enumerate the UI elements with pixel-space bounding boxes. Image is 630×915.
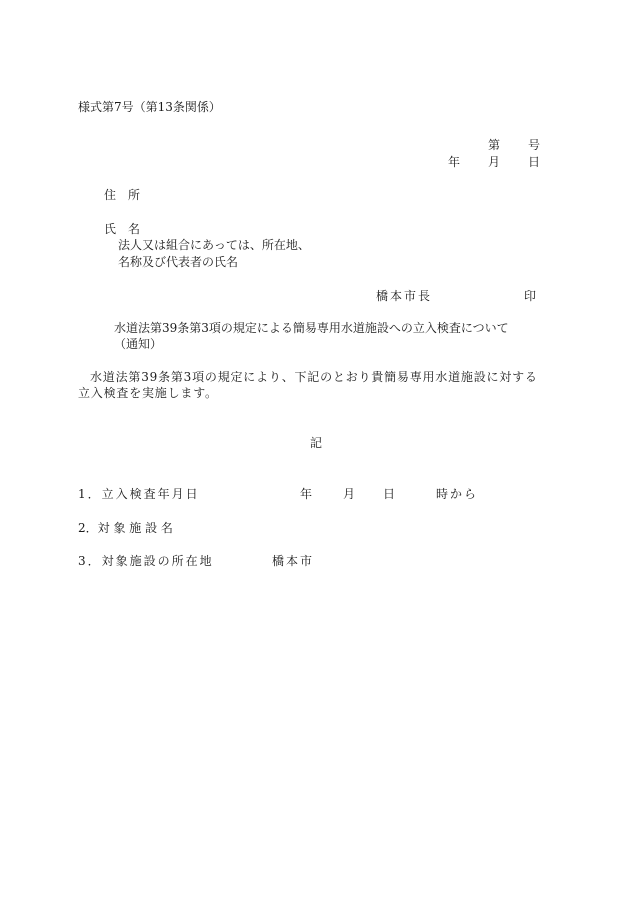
ki-heading: 記 xyxy=(310,436,323,450)
form-number: 様式第7号（第13条関係） xyxy=(78,100,221,114)
item-label: 2．対 象 施 設 名 xyxy=(78,521,173,535)
address-label: 住 所 xyxy=(104,188,141,202)
date-month: 月 xyxy=(488,155,501,169)
item-date-day: 日 xyxy=(383,487,396,501)
name-label: 氏 名 xyxy=(104,222,141,236)
seal-mark: 印 xyxy=(524,289,537,303)
item-location-value: 橋本市 xyxy=(272,554,315,568)
item-date-year: 年 xyxy=(300,487,313,501)
subject-line1: 水道法第39条第3項の規定による簡易専用水道施設への立入検査について xyxy=(114,321,509,335)
item-date-month: 月 xyxy=(343,487,356,501)
doc-number-dai: 第 xyxy=(488,138,501,152)
recipient-note-line1: 法人又は組合にあっては、所在地、 xyxy=(118,238,310,252)
body-line1: 水道法第39条第3項の規定により、下記のとおり貴簡易専用水道施設に対する xyxy=(90,370,538,384)
doc-number-go: 号 xyxy=(528,138,541,152)
date-day: 日 xyxy=(528,155,541,169)
recipient-note-line2: 名称及び代表者の氏名 xyxy=(118,255,239,269)
subject-line2: （通知） xyxy=(114,337,163,351)
sender-title: 橋本市長 xyxy=(376,289,433,303)
item-label: 3．対象施設の所在地 xyxy=(78,554,214,568)
item-label: 1．立入検査年月日 xyxy=(78,487,200,501)
date-year: 年 xyxy=(448,155,461,169)
body-line2: 立入検査を実施します。 xyxy=(78,386,218,400)
item-time-from: 時から xyxy=(436,487,479,501)
